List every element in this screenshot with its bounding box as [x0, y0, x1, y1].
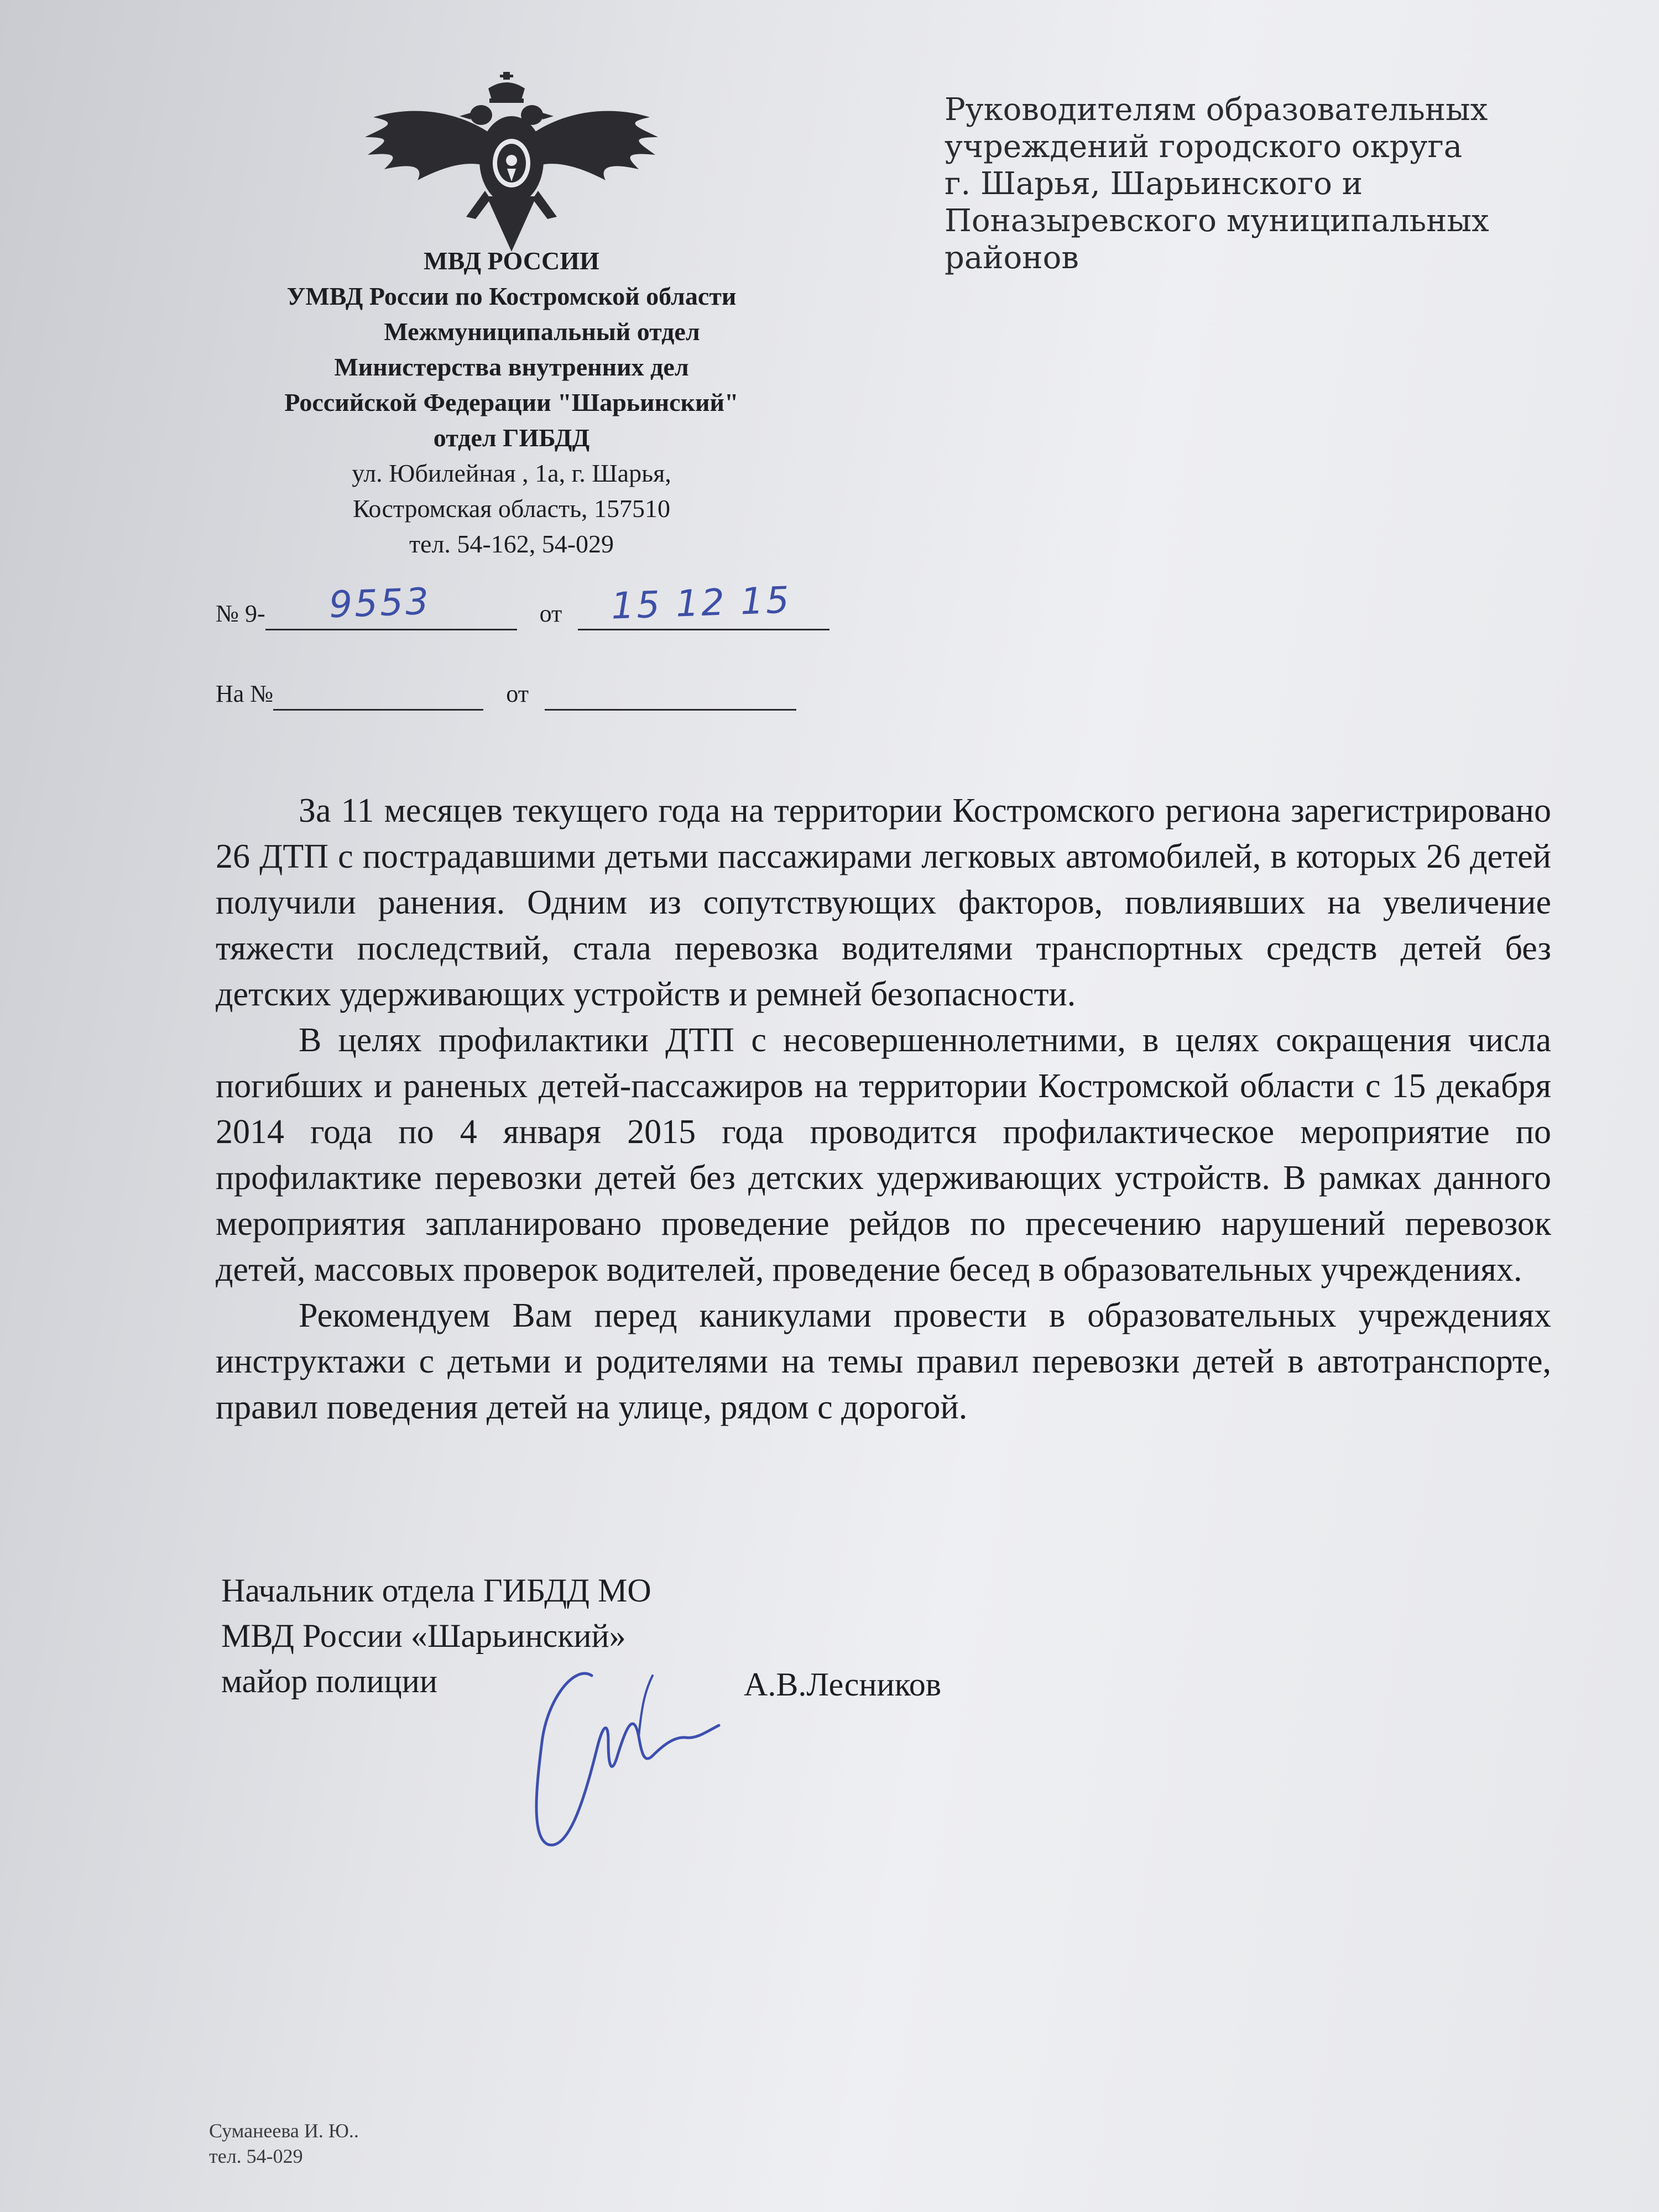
addressee-line: Поназыревского муниципальных: [945, 203, 1489, 239]
addressee-line: г. Шарья, Шарьинского и: [945, 166, 1363, 202]
addressee-line: районов: [945, 240, 1079, 276]
signatory-line: Начальник отдела ГИБДД МО: [221, 1572, 651, 1609]
signatory-line: МВД России «Шарьинский»: [221, 1618, 626, 1654]
reply-number-line: [273, 682, 483, 711]
letterhead-line: Российской Федерации "Шарьинский": [284, 388, 739, 416]
letterhead-line: УМВД России по Костромской области: [286, 282, 737, 310]
address-line: ул. Юбилейная , 1а, г. Шарья,: [352, 459, 671, 487]
reply-from-label: от: [506, 680, 529, 707]
executor-name: Суманеева И. Ю..: [209, 2120, 359, 2142]
number-prefix: № 9-: [216, 600, 265, 627]
signatory-line: майор полиции: [221, 1663, 437, 1699]
address-line: тел. 54-162, 54-029: [409, 530, 614, 558]
mvd-emblem-icon: [362, 72, 661, 254]
body-paragraph: В целях профилактики ДТП с несовершеннолетними, в целях сокращения числа погибших и раненых детей-пассажиров на территории Костромской области с 15 декабря 2014 года по 4 января 2015 года проводится профилактическое мероприятие по профилактике перевозки детей без детских удерживающих устройств. В рамках данного мероприятия запланировано проведение рейдов по пресечению нарушений перевозок детей, массовых проверок водителей, проведение бесед в образовательных учреждениях.: [216, 1021, 1551, 1288]
address-line: Костромская область, 157510: [352, 494, 671, 523]
body-paragraph: За 11 месяцев текущего года на территории Костромского региона зарегистрировано 26 ДТП с пострадавшими детьми пассажирами легковых автомобилей, в которых 26 детей получили ранения. Одним из сопутствующих факторов, повлиявших на увеличение тяжести последствий, стала перевозка водителями транспортных средств детей без детских удерживающих устройств и ремней безопасности.: [216, 792, 1551, 1013]
letterhead-line: Межмуниципальный отдел: [384, 317, 700, 346]
reply-prefix: На №: [216, 680, 274, 707]
letterhead-line: МВД РОССИИ: [424, 247, 599, 275]
executor-phone: тел. 54-029: [209, 2145, 303, 2167]
date-line: [578, 578, 830, 630]
letterhead-line: Министерства внутренних дел: [334, 353, 689, 381]
handwritten-signature: [525, 1653, 724, 1864]
reply-date-line: [545, 682, 796, 711]
body-paragraph: Рекомендуем Вам перед каникулами провести в образовательных учреждениях инструктажи с детьми и родителями на темы правил перевозки детей в автотранспорте, правил поведения детей на улице, рядом с дорогой.: [216, 1297, 1551, 1426]
handwritten-number: 9553: [328, 580, 431, 627]
number-line: [265, 580, 517, 630]
letterhead: [188, 243, 835, 562]
reply-number-row: [216, 677, 796, 711]
executor-info: [209, 2118, 359, 2169]
addressee-block: [945, 91, 1580, 276]
from-label: от: [539, 600, 562, 627]
letter-body: [216, 788, 1551, 1431]
addressee-line: Руководителям образовательных: [945, 92, 1488, 128]
signatory-name: А.В.Лесников: [744, 1666, 942, 1703]
letterhead-line: отдел ГИБДД: [433, 424, 590, 452]
handwritten-date: 15 12 15: [611, 578, 792, 628]
outgoing-number-row: [216, 578, 830, 630]
addressee-line: учреждений городского округа: [945, 129, 1463, 165]
